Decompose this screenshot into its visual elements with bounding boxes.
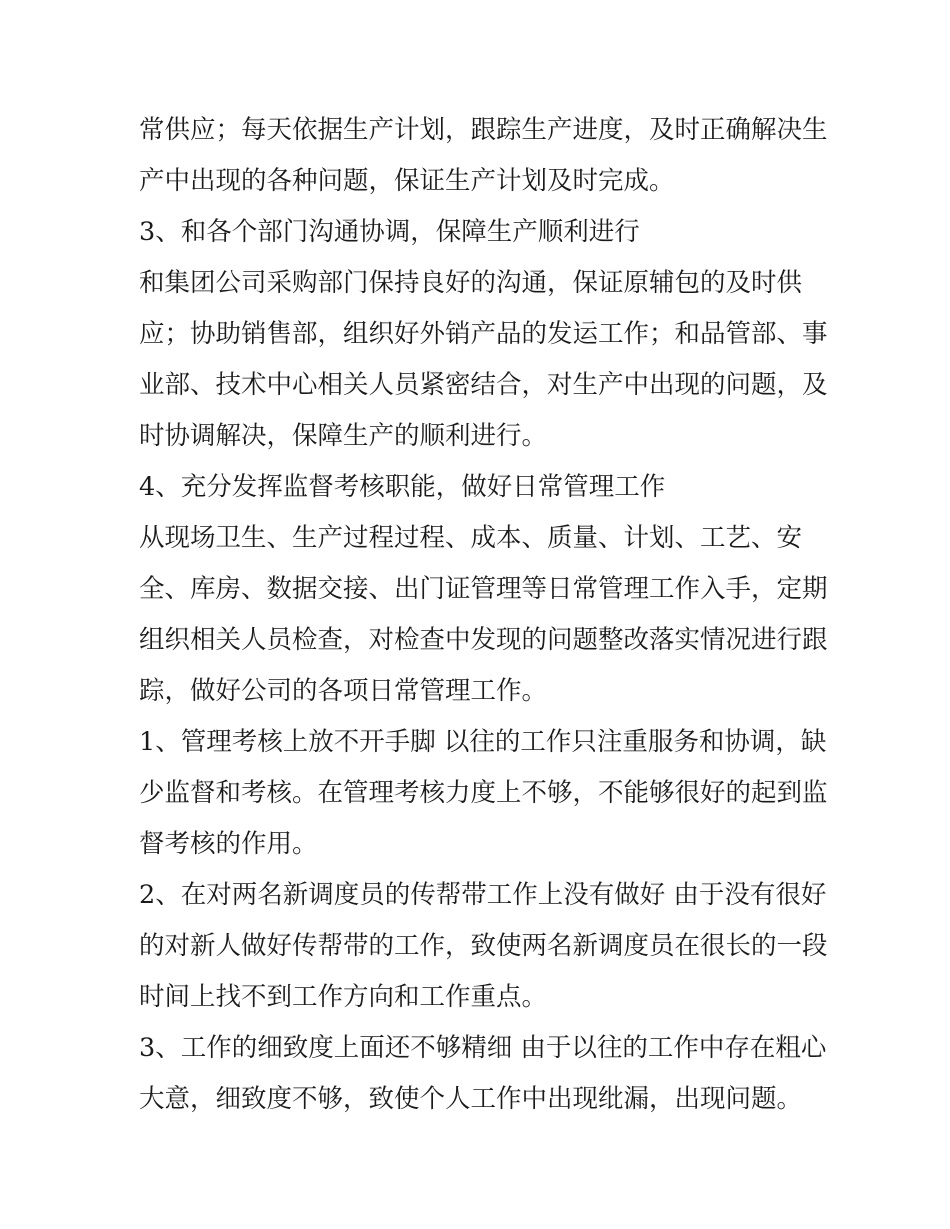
section-heading: 3、和各个部门沟通协调，保障生产顺利进行 xyxy=(139,217,640,247)
text-line: 从现场卫生、生产过程过程、成本、质量、计划、工艺、安 xyxy=(139,523,803,553)
list-item-heading: 2、在对两名新调度员的传帮带工作上没有做好 由于没有很好 xyxy=(139,880,827,910)
text-line: 组织相关人员检查，对检查中发现的问题整改落实情况进行跟 xyxy=(139,625,828,655)
text-line: 踪，做好公司的各项日常管理工作。 xyxy=(139,676,548,706)
text-line: 时间上找不到工作方向和工作重点。 xyxy=(139,982,548,1012)
list-item-heading: 3、工作的细致度上面还不够精细 由于以往的工作中存在粗心 xyxy=(139,1033,827,1063)
text-line: 常供应；每天依据生产计划，跟踪生产进度，及时正确解决生 xyxy=(139,115,828,145)
text-line: 业部、技术中心相关人员紧密结合，对生产中出现的问题，及 xyxy=(139,370,828,400)
text-line: 和集团公司采购部门保持良好的沟通，保证原辅包的及时供 xyxy=(139,268,803,298)
text-line: 应；协助销售部，组织好外销产品的发运工作；和品管部、事 xyxy=(139,319,828,349)
list-item-heading: 1、管理考核上放不开手脚 以往的工作只注重服务和协调，缺 xyxy=(139,727,827,757)
text-line: 的对新人做好传帮带的工作，致使两名新调度员在很长的一段 xyxy=(139,931,828,961)
text-line: 时协调解决，保障生产的顺利进行。 xyxy=(139,421,548,451)
text-line: 少监督和考核。在管理考核力度上不够，不能够很好的起到监 xyxy=(139,778,828,808)
text-line: 产中出现的各种问题，保证生产计划及时完成。 xyxy=(139,166,675,196)
text-line: 全、库房、数据交接、出门证管理等日常管理工作入手，定期 xyxy=(139,574,828,604)
text-line: 大意，细致度不够，致使个人工作中出现纰漏，出现问题。 xyxy=(139,1084,803,1114)
section-heading: 4、充分发挥监督考核职能，做好日常管理工作 xyxy=(139,472,666,502)
text-line: 督考核的作用。 xyxy=(139,829,318,859)
